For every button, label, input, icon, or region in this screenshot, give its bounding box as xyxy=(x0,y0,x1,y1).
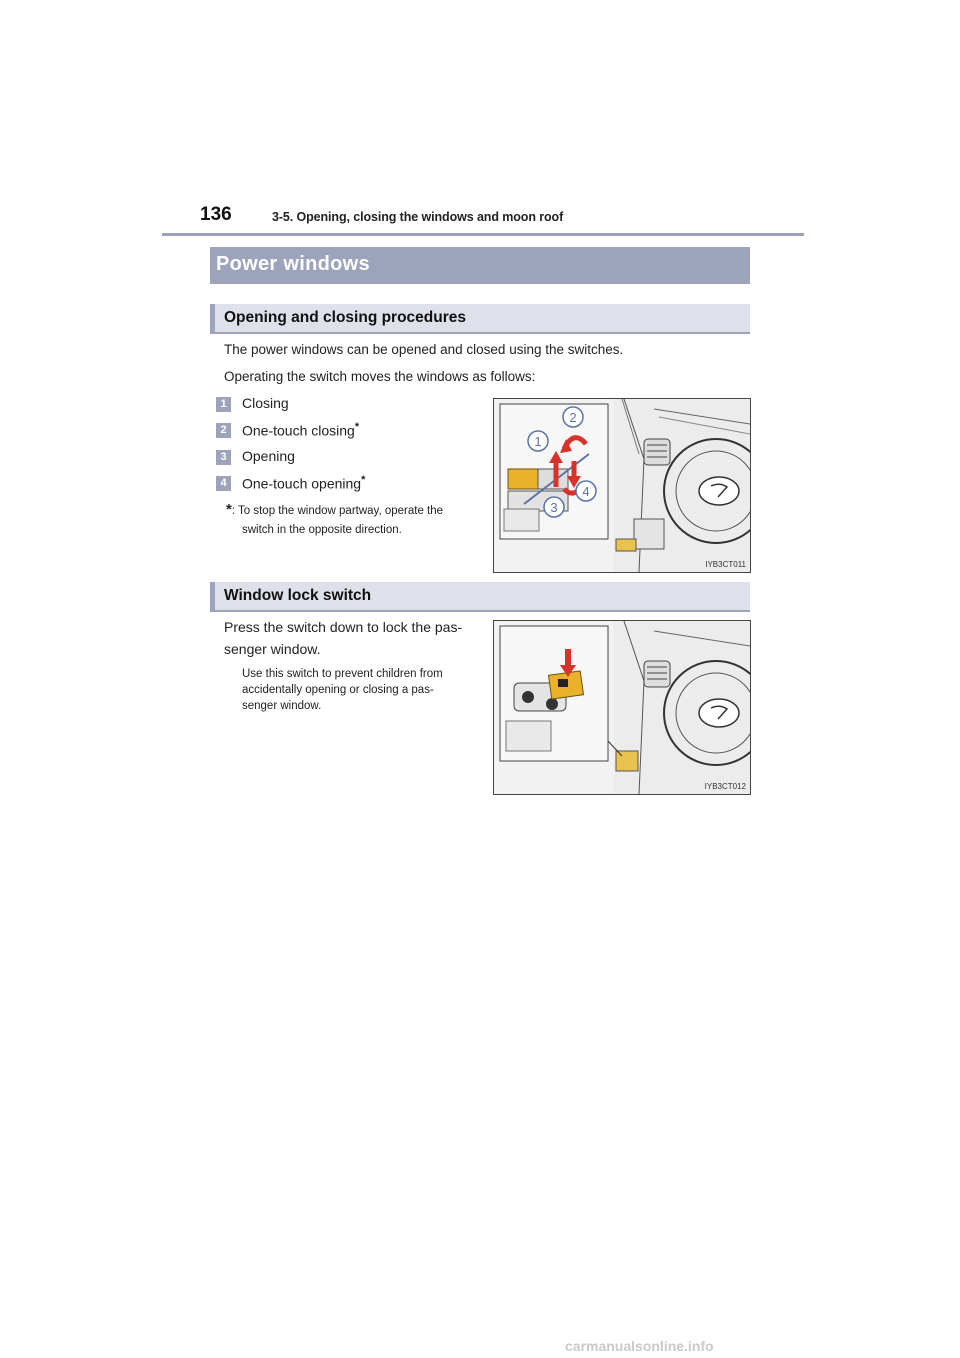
callout-4 xyxy=(576,481,596,501)
number-badge: 3 xyxy=(216,450,231,465)
list-item-one-touch-closing xyxy=(216,423,486,445)
footnote xyxy=(226,500,486,540)
callout-2 xyxy=(563,407,583,427)
svg-text:1: 1 xyxy=(534,434,542,449)
list-item-label: Closing xyxy=(242,395,289,411)
svg-text:2: 2 xyxy=(569,410,577,425)
lock-note-line-3: senger window. xyxy=(242,700,322,712)
lock-paragraph-line-2: senger window. xyxy=(224,641,321,657)
list-item-label: Opening xyxy=(242,448,295,464)
list-item-label: One-touch closing xyxy=(242,422,355,439)
footnote-star: * xyxy=(354,421,360,433)
figure-window-lock-illustration xyxy=(493,620,751,795)
list-item-label: One-touch opening xyxy=(242,475,362,492)
list-item-closing xyxy=(216,397,486,419)
footnote-mark: * xyxy=(226,501,232,518)
window-lock-illustration xyxy=(494,621,750,794)
list-item-one-touch-opening xyxy=(216,476,486,498)
lock-note-line-1: Use this switch to prevent children from xyxy=(242,668,443,680)
figure-window-switch-illustration xyxy=(493,398,751,573)
page-number: 136 xyxy=(200,204,232,225)
number-badge: 4 xyxy=(216,476,231,491)
subsection-title-opening-closing: Opening and closing procedures xyxy=(210,304,750,332)
list-item-opening xyxy=(216,450,486,472)
number-badge: 1 xyxy=(216,397,231,412)
lock-paragraph-line-1: Press the switch down to lock the pas- xyxy=(224,619,463,635)
footnote-line-2: switch in the opposite direction. xyxy=(242,524,402,536)
callout-3 xyxy=(544,497,564,517)
section-title: Power windows xyxy=(210,247,750,284)
watermark: carmanualsonline.info xyxy=(565,1338,714,1354)
figure-code: IYB3CT011 xyxy=(705,560,746,569)
lock-note-line-2: accidentally opening or closing a pas- xyxy=(242,684,434,696)
window-switch-illustration xyxy=(494,399,750,572)
svg-text:3: 3 xyxy=(550,500,558,515)
intro-paragraph-1: The power windows can be opened and closed using the switches. xyxy=(224,342,624,357)
chapter-title: 3-5. Opening, closing the windows and moon roof xyxy=(272,210,564,224)
svg-text:4: 4 xyxy=(582,484,590,499)
number-badge: 2 xyxy=(216,423,231,438)
intro-paragraph-2: Operating the switch moves the windows as follows: xyxy=(224,369,536,384)
callout-1 xyxy=(528,431,548,451)
header-rule xyxy=(162,233,804,236)
subsection-title-window-lock: Window lock switch xyxy=(210,582,750,610)
lock-note xyxy=(242,666,486,714)
footnote-line-1: : To stop the window partway, operate the xyxy=(231,505,444,517)
footnote-star: * xyxy=(361,474,366,486)
figure-code: IYB3CT012 xyxy=(704,782,746,791)
